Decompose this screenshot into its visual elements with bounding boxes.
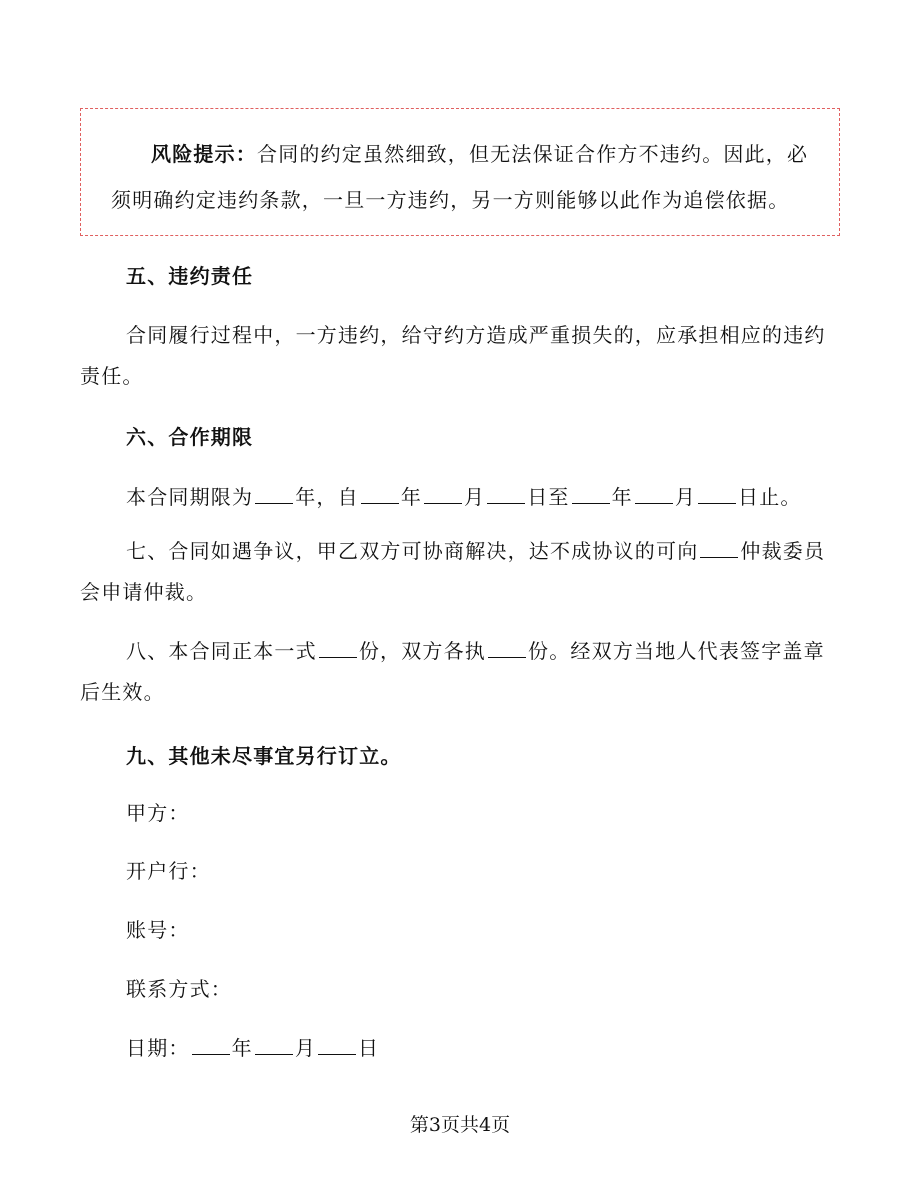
page-number: 第3页共4页 [409,1114,511,1136]
date-year-blank [192,1036,230,1055]
term-text-7: 月 [674,485,697,509]
date-day-blank [318,1036,356,1055]
risk-notice-label: 风险提示： [151,142,257,166]
bank-label: 开户行： [126,859,211,883]
term-text-8: 日止。 [738,485,802,509]
section-5-heading: 五、违约责任 [126,264,254,288]
risk-notice-text [111,131,809,223]
term-years-blank [255,485,293,504]
contact-label: 联系方式： [126,977,232,1001]
term-text-3: 年 [400,485,423,509]
term-text-5: 日至 [527,485,570,509]
term-text-1: 本合同期限为 [126,485,254,509]
date-line [126,1032,379,1061]
party-a-label: 甲方： [126,801,190,825]
section-6-term-line [126,481,802,510]
date-month-text: 月 [294,1036,317,1060]
start-month-blank [424,485,462,504]
section-8-body [80,631,840,713]
arbitration-text-2: 仲裁委员会申请仲裁。 [80,539,826,604]
end-year-blank [572,485,610,504]
section-7-body [80,531,840,613]
copies-total-blank [319,639,357,658]
start-year-blank [361,485,399,504]
date-day-text: 日 [358,1036,380,1060]
term-text-2: 年，自 [295,485,359,509]
risk-notice-box [80,108,840,236]
section-9-heading: 九、其他未尽事宜另行订立。 [126,744,402,768]
date-year-text: 年 [231,1036,253,1060]
term-text-6: 年 [611,485,633,509]
section-5-body: 合同履行过程中，一方违约，给守约方造成严重损失的，应承担相应的违约责任。 [80,323,826,388]
copies-each-blank [488,639,526,658]
risk-notice-body: 合同的约定虽然细致，但无法保证合作方不违约。因此，必须明确约定违约条款，一旦一方违约，另一方则能够以此作为追偿依据。 [111,142,809,212]
date-month-blank [255,1036,293,1055]
term-text-4: 月 [464,485,486,509]
section-6-heading: 六、合作期限 [126,425,254,449]
arbitration-text-1: 七、合同如遇争议，甲乙双方可协商解决，达不成协议的可向 [126,539,699,563]
end-month-blank [635,485,673,504]
start-day-blank [487,485,525,504]
date-label: 日期： [126,1036,190,1060]
copies-text-3: 份。经双方当地人代表签字盖章后生效。 [80,639,825,704]
end-day-blank [698,485,736,504]
arbitration-body-blank [700,539,738,558]
account-label: 账号： [126,918,190,942]
copies-text-2: 份，双方各执 [358,639,487,663]
copies-text-1: 八、本合同正本一式 [126,639,317,663]
